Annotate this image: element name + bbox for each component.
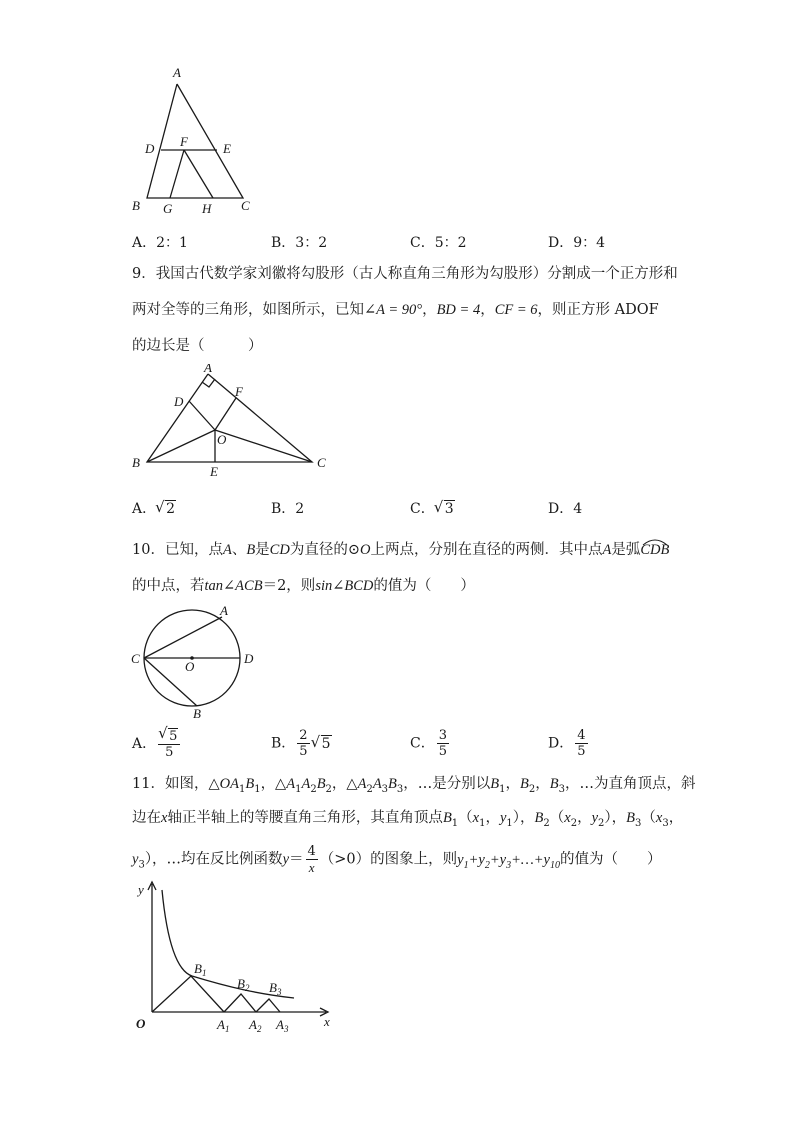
- q11-func-fraction: [306, 844, 318, 875]
- q9-label-d: D: [174, 394, 184, 409]
- q9-option-c: [410, 498, 455, 518]
- q10-label-c: C: [131, 651, 140, 666]
- q11-label-a2: [248, 1017, 262, 1034]
- q11-line-2: 边在x轴正半轴上的等腰直角三角形，其直角顶点$B_1(x_1$，$y_1$），$B_2(x_2$，$y_2$），$B_3(x_3$，: [132, 810, 684, 829]
- q10-sin-expr: sin∠BCD: [315, 578, 374, 594]
- q11-label-b2: [237, 976, 250, 993]
- q10-option-b-fraction: [297, 728, 309, 759]
- q9-line-2-pre: 两对全等的三角形，如图所示，已知: [132, 302, 364, 318]
- q9-label-a: A: [204, 364, 212, 375]
- q10-option-a-numerator: 5: [169, 729, 178, 744]
- q8-label-h: H: [202, 201, 212, 216]
- q10-option-a-prefix: A．: [132, 736, 157, 752]
- q10-label-o: O: [185, 659, 195, 674]
- q10-option-d-prefix: D．: [548, 735, 574, 752]
- q10-option-a: [132, 728, 182, 760]
- q10-option-a-fraction: [158, 728, 180, 760]
- q11-label-o: O: [136, 1016, 146, 1031]
- q10-tan-expr: tan∠ACB: [204, 578, 263, 594]
- q11-triangle-2: [224, 994, 256, 1012]
- q9-segment-do: [189, 401, 215, 430]
- q11-var-x: x: [161, 810, 168, 826]
- q10-segment-cd: CD: [269, 542, 290, 558]
- q11-func-y: y: [282, 851, 289, 868]
- q9-label-b: B: [132, 455, 140, 470]
- q10-option-b-radicand: 5: [321, 735, 331, 752]
- q9-triangle-abc: [147, 374, 312, 462]
- q10-arc-symbol: [642, 538, 668, 546]
- q8-option-a: A．2：1: [132, 235, 188, 251]
- q10-point-a: A: [222, 542, 232, 558]
- q11-label-b1: [194, 961, 206, 978]
- q10-option-d: [548, 728, 590, 759]
- q8-option-c: C．5：2: [410, 235, 467, 251]
- q10-arc-cdb: [640, 542, 669, 558]
- q10-line-2-a: 的中点，若: [132, 578, 205, 594]
- q11-label-a3: [275, 1017, 289, 1034]
- q9-sep-1: ，: [422, 302, 437, 318]
- q10-line-2: [132, 576, 475, 596]
- q11-line-1: 11．如图，$\triangle OA_1B_1$，$\triangle A_1A_2B_2$，$\triangle A_2A_3B_3$，…是分别以$B_1$，$B_2$，$B_3$，…为直角顶点，斜: [132, 776, 696, 795]
- q11-line-1-a: 11．如图，△: [132, 776, 220, 792]
- q8-option-d: D．9：4: [548, 235, 606, 251]
- q11-line-2-a: 边在: [132, 810, 161, 826]
- q11-label-a1-letter: A: [217, 1017, 225, 1032]
- q9-angle-expr: ∠A = 90°: [364, 302, 423, 318]
- q10-option-a-radical: [168, 728, 178, 744]
- q8-label-g: G: [163, 201, 173, 216]
- q11-label-a2-letter: A: [249, 1017, 257, 1032]
- q11-line-3-a: ），…均在反比例函数: [144, 851, 283, 868]
- q9-label-f: F: [235, 384, 243, 399]
- q10-option-b: [271, 728, 332, 759]
- q8-option-b: B．3：2: [271, 235, 328, 251]
- q9-option-a: [132, 498, 176, 518]
- q10-option-b-denominator: 5: [299, 744, 308, 759]
- q11-label-a1-sub: 1: [224, 1024, 230, 1034]
- q10-label-b: B: [193, 706, 201, 721]
- q11-triangle-1: OA: [219, 776, 239, 792]
- q10-option-d-numerator: 4: [577, 728, 586, 743]
- q9-option-a-prefix: A．: [132, 501, 157, 517]
- q11-triangle-3: [256, 999, 280, 1012]
- q8-label-e: E: [223, 141, 231, 156]
- q10-option-a-denominator: 5: [165, 745, 174, 760]
- q10-chord-ca: [144, 617, 222, 658]
- q11-triangle-1: [152, 976, 224, 1012]
- q10-option-d-denominator: 5: [577, 744, 586, 759]
- q10-line-2-c: 的值为（ ）: [373, 578, 475, 594]
- q9-line-1: 9．我国古代数学家刘徽将勾股形（古人称直角三角形为勾股形）分割成一个正方形和: [132, 266, 678, 282]
- q11-line-3-b: 的值为（ ）: [559, 851, 662, 868]
- q10-option-d-fraction: [575, 728, 587, 759]
- q10-line-1: [132, 540, 669, 560]
- q9-cf-expr: CF = 6: [494, 302, 538, 318]
- q11-func-eq: ＝: [289, 851, 304, 868]
- q9-sep-2: ，: [480, 302, 495, 318]
- q11-label-y: y: [138, 882, 144, 897]
- q11-line-1-d: ，…是分别以: [403, 776, 491, 792]
- q9-option-a-radical: [165, 500, 176, 517]
- q11-figure: [128, 872, 348, 1044]
- q9-line-2-post: ，则正方形 ADOF: [537, 302, 659, 318]
- q10-option-c-fraction: [437, 728, 449, 759]
- q11-label-b1-letter: B: [194, 961, 202, 976]
- q11-label-b3-sub: 3: [276, 987, 282, 997]
- q11-label-a1: [216, 1017, 229, 1034]
- q10-figure: [128, 600, 268, 724]
- q10-line-1-c: 是: [255, 542, 270, 558]
- q10-option-b-prefix: B．: [271, 735, 296, 752]
- q10-line-1-e: 上两点，分别在直径的两侧．其中点: [370, 542, 603, 558]
- q10-line-1-b: 、: [231, 542, 247, 558]
- q11-label-b2-letter: B: [237, 976, 245, 991]
- q10-line-1-d: 为直径的⊙: [289, 542, 360, 558]
- q11-line-3: $y_3$），…均在反比例函数y＝ $\frac{4}{x}$ （>0）的图象上，则$y_1+y_2+y_3+\dots+y_{10}$的值为（ ）: [132, 844, 662, 875]
- q10-point-a-2: A: [602, 542, 612, 558]
- q10-point-b: B: [246, 542, 256, 558]
- q8-segment-fg: [170, 150, 184, 198]
- q11-label-b2-sub: 2: [244, 983, 250, 993]
- q10-option-c: [410, 728, 451, 759]
- q8-figure: [128, 62, 268, 222]
- q11-label-a2-sub: 2: [256, 1024, 262, 1034]
- q11-line-1-c: ，△: [331, 776, 358, 792]
- q9-figure: [128, 364, 338, 480]
- q9-option-c-radicand: 3: [444, 501, 454, 517]
- q11-func-condition: （>0）的图象上，则: [319, 851, 458, 868]
- q9-bd-expr: BD = 4: [436, 302, 481, 318]
- q11-label-b3: [269, 980, 282, 997]
- q10-option-b-radical: [321, 735, 332, 752]
- q11-line-1-b: ，△: [260, 776, 287, 792]
- q11-label-b3-letter: B: [269, 980, 277, 995]
- q11-func-denominator: x: [308, 860, 315, 875]
- q10-option-c-prefix: C．: [410, 735, 435, 752]
- q10-option-c-denominator: 5: [438, 744, 447, 759]
- q9-option-d: D．4: [548, 501, 583, 517]
- q9-segment-co: [215, 430, 312, 462]
- q8-label-f: F: [180, 134, 188, 149]
- q11-label-b1-sub: 1: [201, 968, 207, 978]
- q8-label-a: A: [173, 65, 181, 80]
- q10-arc-cdb-text: CDB: [640, 542, 670, 558]
- q11-func-numerator: 4: [307, 844, 316, 859]
- q8-label-c: C: [241, 198, 250, 213]
- q8-label-b: B: [132, 198, 140, 213]
- q9-segment-fo: [215, 398, 236, 430]
- q9-label-e: E: [210, 464, 218, 479]
- q10-option-c-numerator: 3: [438, 728, 447, 743]
- q9-option-b: B．2: [271, 501, 305, 517]
- q9-line-2: [132, 300, 659, 320]
- q9-label-o: O: [217, 432, 227, 447]
- q11-line-2-b: 轴正半轴上的等腰直角三角形，其直角顶点: [167, 810, 443, 826]
- q8-label-d: D: [145, 141, 155, 156]
- q10-label-a: A: [220, 603, 228, 618]
- q10-option-b-numerator: 2: [299, 728, 308, 743]
- q11-sum-expr: $y_1+y_2+y_3+\dots+y_{10}$: [457, 851, 560, 871]
- q9-option-a-radicand: 2: [166, 501, 176, 517]
- q9-option-c-radical: [444, 500, 455, 517]
- q11-label-a3-letter: A: [276, 1017, 284, 1032]
- q11-label-x: x: [324, 1014, 330, 1029]
- q10-line-1-a: 10．已知，点: [132, 542, 223, 558]
- q11-line-1-e: ，…为直角顶点，斜: [564, 776, 696, 792]
- q9-line-3: 的边长是（ ）: [132, 338, 263, 354]
- q10-line-1-f: 是弧: [611, 542, 641, 558]
- q9-label-c: C: [317, 455, 326, 470]
- q10-label-d: D: [244, 651, 254, 666]
- q10-line-2-b: ＝2，则: [262, 578, 316, 594]
- q9-option-c-prefix: C．: [410, 501, 435, 517]
- q8-segment-fh: [184, 150, 213, 198]
- q10-point-o: O: [359, 542, 371, 558]
- q9-segment-bo: [147, 430, 215, 462]
- q11-label-a3-sub: 3: [283, 1024, 289, 1034]
